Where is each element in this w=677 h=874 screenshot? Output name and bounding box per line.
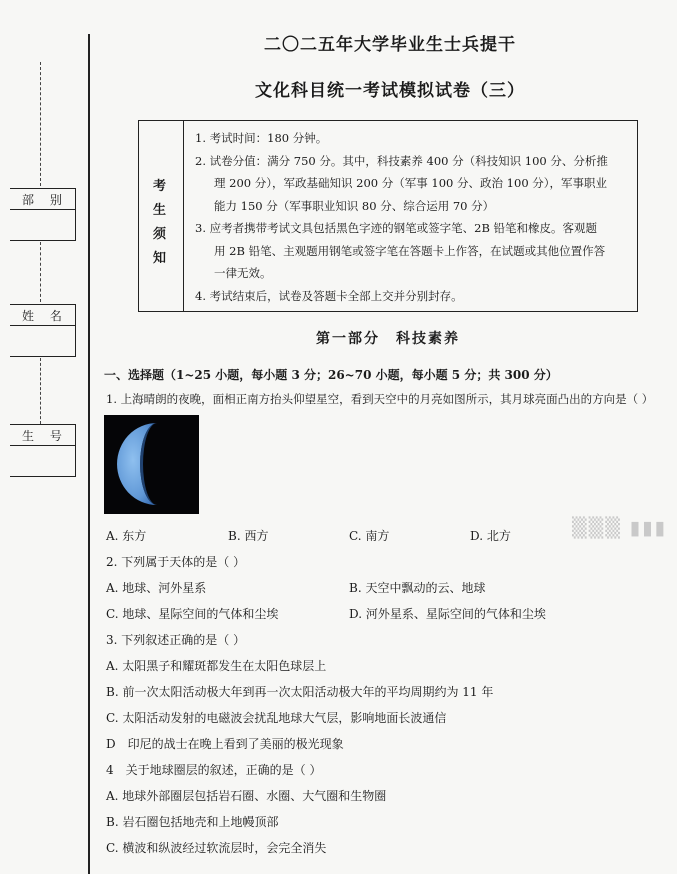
notice-body: [195, 127, 625, 307]
notice-heading-char: 知: [153, 251, 167, 266]
notice-line: 能力 150 分（军事职业知识 80 分、综合运用 70 分）: [214, 198, 495, 213]
moon-image: [104, 415, 199, 514]
q2-option-a: A. 地球、河外星系: [106, 581, 207, 595]
notice-line: 2. 试卷分值：满分 750 分。其中，科技素养 400 分（科技知识 100 分、分析推: [195, 153, 608, 168]
section-heading: 一、选择题（1~25 小题，每小题 3 分；26~70 小题，每小题 5 分；共 300 分）: [104, 368, 558, 382]
q1-option-d: D. 北方: [470, 529, 511, 543]
moon-lit-portion: [117, 423, 157, 505]
notice-heading-char: 须: [153, 227, 167, 242]
notice-line: 用 2B 铅笔、主观题用钢笔或签字笔在答题卡上作答，在试题或其他位置作答: [214, 243, 606, 258]
notice-line: 一律无效。: [214, 266, 272, 280]
notice-line: 理 200 分），军政基础知识 200 分（军事 100 分、政治 100 分），军事职业: [214, 176, 608, 190]
q1-option-c: C. 南方: [349, 529, 390, 543]
binding-dashed-line-low: [40, 358, 41, 424]
notice-heading-char: 生: [153, 203, 167, 218]
notice-heading-char: 考: [153, 179, 167, 194]
notice-line: 1. 考试时间：180 分钟。: [195, 131, 328, 145]
exam-title-line1: 二〇二五年大学毕业生士兵提干: [264, 35, 516, 55]
q1-option-a: A. 东方: [106, 529, 147, 543]
notice-line: 3. 应考者携带考试文具包括黑色字迹的钢笔或签字笔、2B 铅笔和橡皮。客观题: [195, 221, 598, 235]
binding-dashed-line-mid: [40, 242, 41, 302]
part1-title: 第一部分 科技素养: [316, 331, 460, 347]
q3-option-a: A. 太阳黑子和耀斑都发生在太阳色球层上: [106, 659, 327, 673]
dept-label: 部 别: [10, 190, 75, 210]
q2-option-b: B. 天空中飘动的云、地球: [349, 581, 486, 595]
q3-option-c: C. 太阳活动发射的电磁波会扰乱地球大气层，影响地面长波通信: [106, 711, 447, 725]
question-4-stem: 4 关于地球圈层的叙述，正确的是（ ）: [106, 763, 322, 777]
q3-option-d: D 印尼的战士在晚上看到了美丽的极光现象: [106, 737, 344, 751]
exam-title-line2: 文化科目统一考试模拟试卷（三）: [255, 81, 525, 101]
notice-line: 4. 考试结束后，试卷及答题卡全部上交并分别封存。: [195, 288, 463, 303]
binding-dashed-line-top: [40, 62, 41, 186]
q3-option-b: B. 前一次太阳活动极大年到再一次太阳活动极大年的平均周期约为 11 年: [106, 685, 494, 699]
q4-option-c: C. 横波和纵波经过软流层时，会完全消失: [106, 841, 327, 855]
moon-graphic: [104, 415, 199, 514]
q2-option-d: D. 河外星系、星际空间的气体和尘埃: [349, 607, 546, 621]
notice-heading: [139, 121, 184, 311]
question-2-stem: 2. 下列属于天体的是（ ）: [106, 555, 246, 569]
candidate-notice-box: [138, 120, 638, 312]
faint-watermark: ▒▒▒ ▮▮▮: [572, 517, 668, 539]
q1-option-b: B. 西方: [228, 529, 269, 543]
q4-option-b: B. 岩石圈包括地壳和上地幔顶部: [106, 815, 279, 829]
q2-option-c: C. 地球、星际空间的气体和尘埃: [106, 607, 279, 621]
question-1-stem: 1. 上海晴朗的夜晚，面相正南方抬头仰望星空，看到天空中的月亮如图所示，其月球亮面凸出的方向是（ ）: [106, 392, 654, 406]
binding-solid-line: [88, 34, 90, 874]
name-label: 姓 名: [10, 306, 75, 326]
id-label: 生 号: [10, 426, 75, 446]
q4-option-a: A. 地球外部圈层包括岩石圈、水圈、大气圈和生物圈: [106, 789, 387, 803]
question-3-stem: 3. 下列叙述正确的是（ ）: [106, 633, 246, 647]
